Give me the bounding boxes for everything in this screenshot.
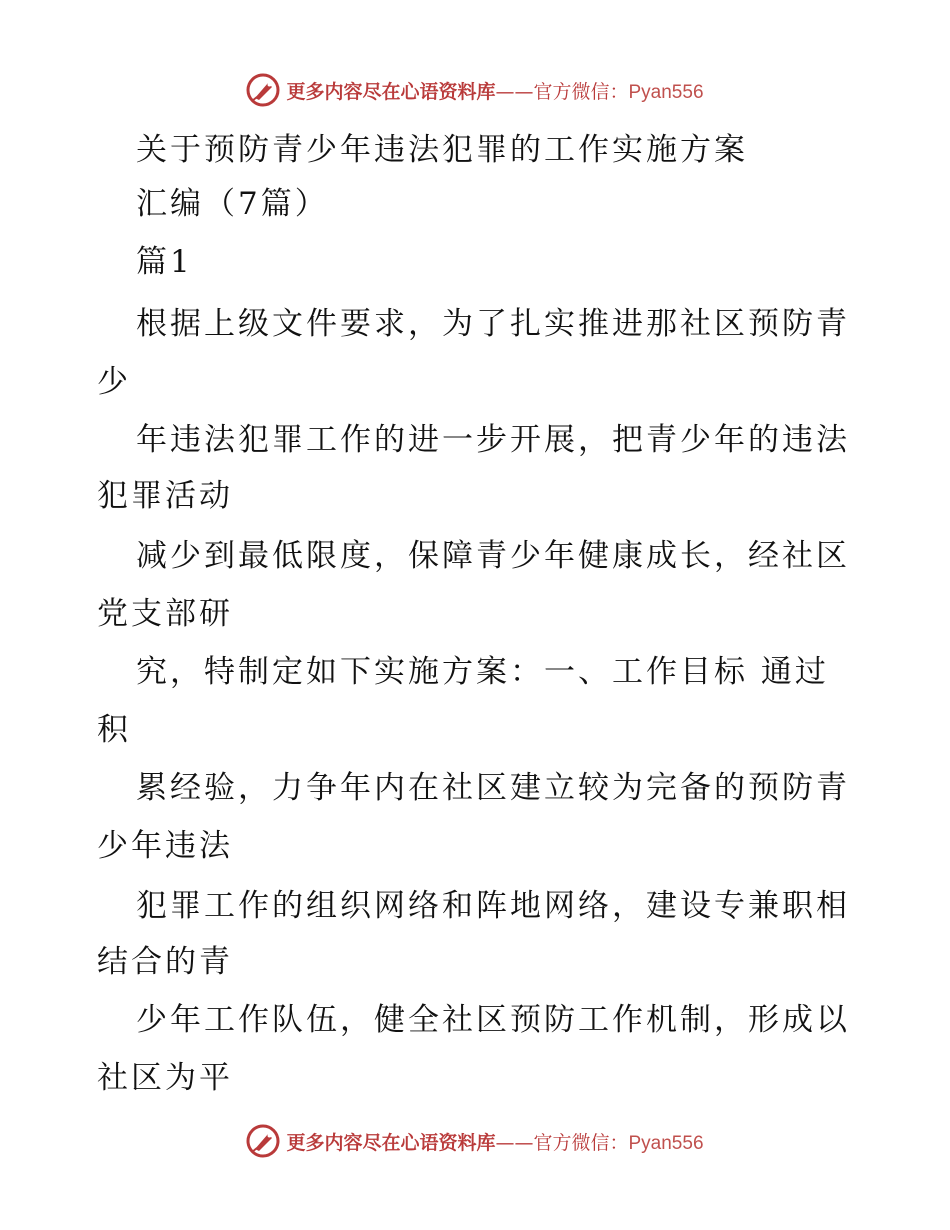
pen-nib-logo-icon: [246, 73, 280, 107]
footer-banner-dash: ——: [495, 1131, 534, 1154]
body-line: 积: [97, 712, 131, 748]
body-line: 党支部研: [97, 596, 233, 632]
body-line: 根据上级文件要求，为了扎实推进那社区预防青: [136, 306, 850, 342]
body-line: 减少到最低限度，保障青少年健康成长，经社区: [136, 538, 850, 574]
body-line: 累经验，力争年内在社区建立较为完备的预防青: [136, 770, 850, 806]
header-banner-wechat-id: Pyan556: [628, 81, 704, 103]
body-line: 结合的青: [97, 944, 233, 980]
body-line: 社区为平: [97, 1060, 233, 1096]
body-line: 少年违法: [97, 828, 233, 864]
footer-banner-wechat-id: Pyan556: [628, 1132, 704, 1154]
body-line: 犯罪活动: [97, 478, 233, 514]
body-line: 少年工作队伍，健全社区预防工作机制，形成以: [136, 1002, 850, 1038]
footer-banner: [0, 1121, 950, 1161]
header-banner: [0, 70, 950, 110]
footer-banner-main-text: 更多内容尽在心语资料库: [286, 1131, 496, 1154]
header-banner-official-label: 官方微信：: [533, 80, 629, 103]
body-line: 少: [97, 364, 131, 400]
header-banner-dash: ——: [495, 80, 534, 103]
pen-nib-logo-icon: [246, 1124, 280, 1158]
body-line: 究，特制定如下实施方案：一、工作目标 通过: [136, 654, 829, 690]
document-title-line1: 关于预防青少年违法犯罪的工作实施方案: [136, 132, 748, 168]
body-line: 犯罪工作的组织网络和阵地网络，建设专兼职相: [136, 888, 850, 924]
document-title-line2: 汇编（7篇）: [136, 186, 329, 222]
section-label: 篇1: [136, 244, 193, 280]
body-line: 年违法犯罪工作的进一步开展，把青少年的违法: [136, 422, 850, 458]
footer-banner-official-label: 官方微信：: [533, 1131, 629, 1154]
header-banner-main-text: 更多内容尽在心语资料库: [286, 80, 496, 103]
